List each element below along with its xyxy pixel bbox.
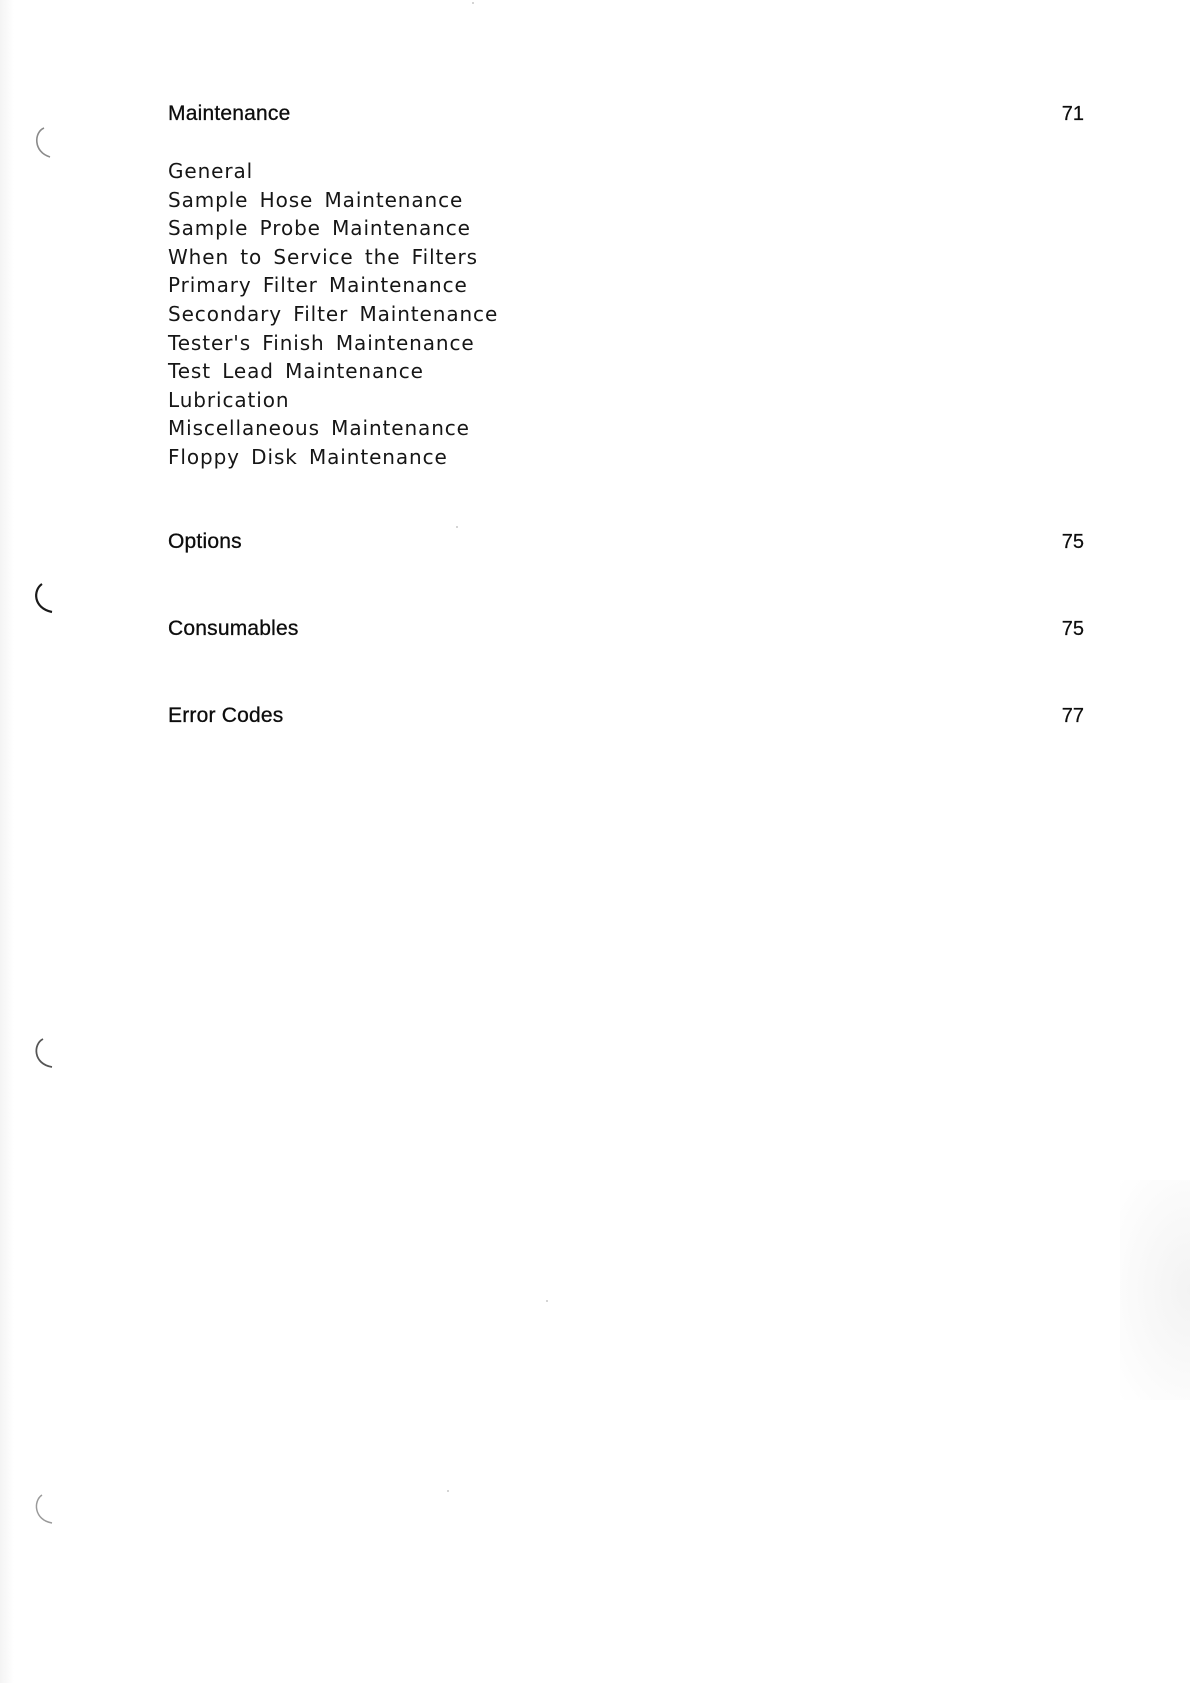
toc-page-number: 77 — [1061, 705, 1084, 727]
toc-page-number: 71 — [1061, 103, 1084, 125]
toc-page-number: 75 — [1061, 618, 1084, 640]
toc-section-title: Options — [168, 530, 242, 553]
scan-shadow — [0, 0, 14, 1683]
binder-hole-icon — [30, 126, 56, 160]
scan-shadow — [1120, 1180, 1190, 1400]
toc-subsection-item: Tester's Finish Maintenance — [168, 330, 475, 355]
binder-hole-icon — [30, 582, 56, 616]
toc-page-number: 75 — [1061, 531, 1084, 553]
scan-speck — [456, 526, 458, 528]
toc-subsection-item: When to Service the Filters — [168, 244, 478, 269]
toc-subsection-item: Sample Hose Maintenance — [168, 187, 464, 212]
binder-hole-icon — [30, 1493, 56, 1527]
toc-section-title: Error Codes — [168, 704, 284, 727]
toc-subsection-item: Miscellaneous Maintenance — [168, 416, 470, 441]
toc-subsection-item: Primary Filter Maintenance — [168, 273, 468, 298]
scan-speck — [472, 2, 474, 4]
scan-speck — [546, 1300, 548, 1302]
toc-section-title: Maintenance — [168, 102, 291, 125]
toc-subsection-item: Sample Probe Maintenance — [168, 216, 471, 241]
toc-subsection-item: General — [168, 159, 254, 183]
binder-hole-icon — [30, 1037, 56, 1071]
toc-subsection-item: Floppy Disk Maintenance — [168, 444, 448, 469]
toc-subsection-list — [168, 157, 498, 472]
toc-section-title: Consumables — [168, 617, 299, 640]
toc-subsection-item: Lubrication — [168, 387, 290, 412]
toc-subsection-item: Test Lead Maintenance — [168, 359, 424, 384]
scan-speck — [447, 1490, 449, 1492]
toc-subsection-item: Secondary Filter Maintenance — [168, 301, 499, 326]
